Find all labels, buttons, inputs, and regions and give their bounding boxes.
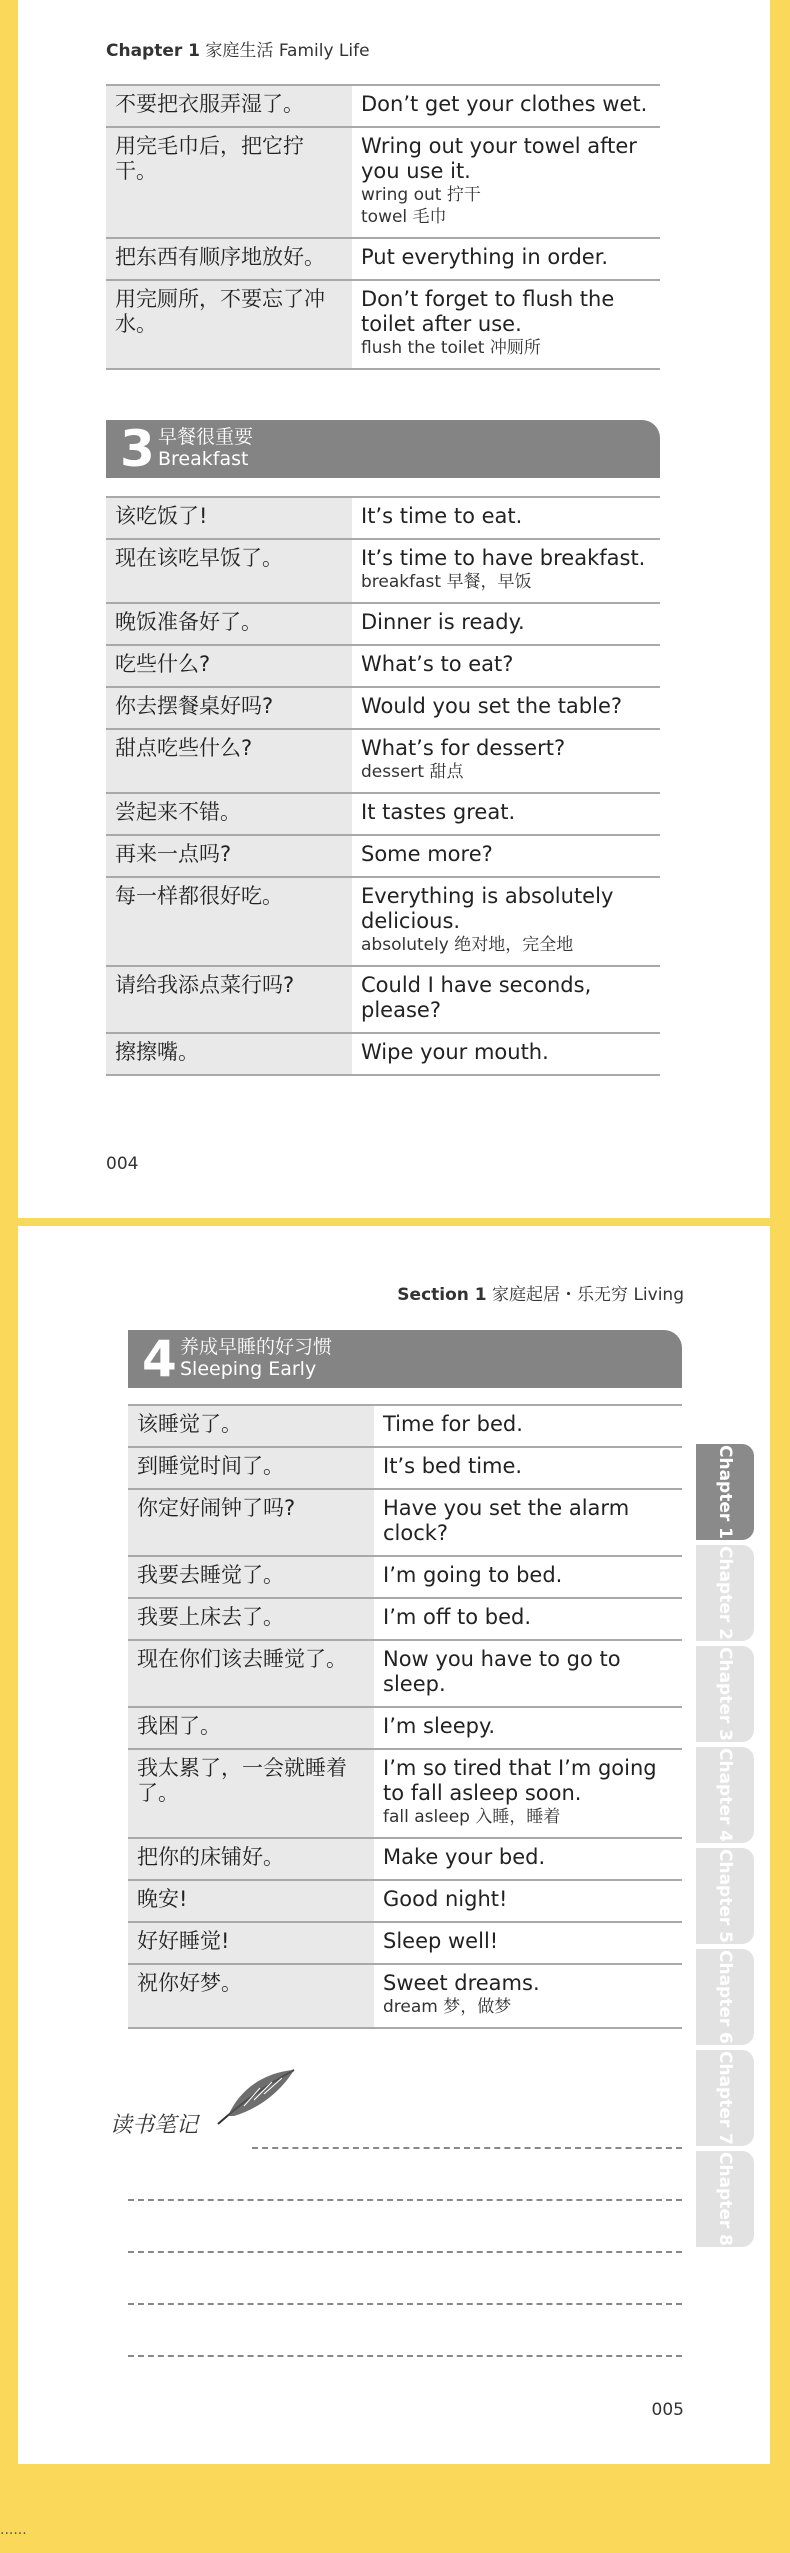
phrase-row <box>106 645 660 687</box>
phrase-chinese: 用完厕所，不要忘了冲水。 <box>106 280 352 369</box>
chapter-tab-label: Chapter 1 <box>715 1444 735 1540</box>
phrase-english-cell <box>374 1405 682 1447</box>
phrase-english-cell <box>352 793 660 835</box>
feather-quill-icon <box>214 2066 300 2128</box>
phrase-row <box>106 1033 660 1075</box>
vocab-note: towel 毛巾 <box>361 207 447 227</box>
chapter-tab-label: Chapter 4 <box>715 1747 735 1843</box>
section-number: 3 <box>120 420 155 478</box>
phrase-english: What’s for dessert? <box>361 736 566 760</box>
vocab-note: fall asleep 入睡，睡着 <box>383 1807 561 1827</box>
phrase-row <box>106 877 660 966</box>
phrase-english-cell <box>352 85 660 127</box>
chapter-tab-label: Chapter 2 <box>715 1545 735 1641</box>
phrase-english: What’s to eat? <box>361 652 514 676</box>
vocab-note: dessert 甜点 <box>361 762 464 782</box>
phrase-english-cell <box>374 1922 682 1964</box>
phrase-chinese: 每一样都很好吃。 <box>106 877 352 966</box>
phrase-english-cell <box>352 877 660 966</box>
section-number: 4 <box>142 1330 177 1388</box>
phrase-english: Could I have seconds, please? <box>361 973 592 1022</box>
phrase-english-cell <box>374 1707 682 1749</box>
chapter-tab-3[interactable] <box>696 1646 754 1742</box>
running-head <box>397 1280 684 1305</box>
chapter-tab-5[interactable] <box>696 1848 754 1944</box>
phrase-english: Sweet dreams. <box>383 1971 540 1995</box>
phrase-chinese: 你去摆餐桌好吗? <box>106 687 352 729</box>
phrase-english-cell <box>352 966 660 1033</box>
phrase-chinese: 我要去睡觉了。 <box>128 1556 374 1598</box>
phrase-english-cell <box>374 1489 682 1556</box>
phrase-english: It tastes great. <box>361 800 516 824</box>
chapter-tab-2[interactable] <box>696 1545 754 1641</box>
phrase-english: Dinner is ready. <box>361 610 525 634</box>
phrase-row <box>128 1922 682 1964</box>
phrase-chinese: 祝你好梦。 <box>128 1964 374 2028</box>
phrase-english: I’m off to bed. <box>383 1605 532 1629</box>
phrase-english-cell <box>352 280 660 369</box>
phrase-english: Good night! <box>383 1887 508 1911</box>
note-line <box>128 2251 682 2253</box>
phrase-english: Sleep well! <box>383 1929 499 1953</box>
vocab-note: wring out 拧干 <box>361 185 481 205</box>
phrase-chinese: 把你的床铺好。 <box>128 1838 374 1880</box>
chapter-tab-7[interactable] <box>696 2050 754 2146</box>
section-title-en: Breakfast <box>158 448 249 470</box>
running-head-title: 家庭起居・乐无穷 Living <box>492 1285 684 1305</box>
phrase-english-cell <box>352 729 660 793</box>
phrase-english: Time for bed. <box>383 1412 523 1436</box>
phrase-english-cell <box>352 645 660 687</box>
phrase-english: Wring out your towel after you use it. <box>361 134 637 183</box>
reading-notes-label: 读书笔记 <box>110 2113 199 2138</box>
phrase-english: Some more? <box>361 842 493 866</box>
phrase-english: It’s time to eat. <box>361 504 523 528</box>
phrase-english-cell <box>374 1749 682 1838</box>
page-004 <box>18 0 770 1218</box>
chapter-tab-label: Chapter 6 <box>715 1949 735 2045</box>
phrase-english: It’s bed time. <box>383 1454 523 1478</box>
chapter-tab-label: Chapter 5 <box>715 1848 735 1944</box>
phrase-row <box>128 1880 682 1922</box>
phrase-row <box>106 497 660 539</box>
phrase-chinese: 我太累了，一会就睡着了。 <box>128 1749 374 1838</box>
phrase-english-cell <box>352 835 660 877</box>
phrase-row <box>128 1964 682 2028</box>
chapter-tab-label: Chapter 7 <box>715 2050 735 2146</box>
phrase-row <box>106 603 660 645</box>
note-line <box>128 2355 682 2357</box>
phrase-english-cell <box>352 1033 660 1075</box>
running-head <box>106 36 370 61</box>
phrase-chinese: 用完毛巾后，把它拧干。 <box>106 127 352 238</box>
phrase-english: It’s time to have breakfast. <box>361 546 646 570</box>
phrase-row <box>106 539 660 603</box>
phrase-chinese: 把东西有顺序地放好。 <box>106 238 352 280</box>
phrase-row <box>106 85 660 127</box>
phrase-row <box>128 1556 682 1598</box>
phrase-english-cell <box>374 1838 682 1880</box>
phrase-chinese: 晚安! <box>128 1880 374 1922</box>
phrase-english-cell <box>374 1640 682 1707</box>
chapter-tabs <box>696 1444 758 2252</box>
page-number: 005 <box>651 2400 684 2420</box>
phrase-english: Now you have to go to sleep. <box>383 1647 621 1696</box>
phrase-english-cell <box>374 1964 682 2028</box>
phrase-row <box>128 1749 682 1838</box>
phrase-english: Put everything in order. <box>361 245 609 269</box>
phrase-row <box>106 729 660 793</box>
phrase-chinese: 不要把衣服弄湿了。 <box>106 85 352 127</box>
page-number: 004 <box>106 1154 139 1174</box>
phrase-row <box>106 238 660 280</box>
phrase-chinese: 好好睡觉! <box>128 1922 374 1964</box>
phrase-chinese: 尝起来不错。 <box>106 793 352 835</box>
section-header-sleeping-early <box>128 1330 682 1388</box>
running-head-section: Section 1 <box>397 1285 487 1305</box>
vocab-note: breakfast 早餐，早饭 <box>361 572 532 592</box>
phrase-english: Make your bed. <box>383 1845 546 1869</box>
phrase-row <box>106 127 660 238</box>
phrase-english-cell <box>352 603 660 645</box>
note-line <box>128 2199 682 2201</box>
phrase-english-cell <box>352 127 660 238</box>
running-head-title: 家庭生活 Family Life <box>205 41 370 61</box>
phrase-chinese: 甜点吃些什么? <box>106 729 352 793</box>
phrase-english: Wipe your mouth. <box>361 1040 549 1064</box>
phrase-english-cell <box>352 238 660 280</box>
phrase-row <box>106 687 660 729</box>
phrase-english-cell <box>352 687 660 729</box>
phrase-english: Would you set the table? <box>361 694 623 718</box>
phrase-chinese: 现在该吃早饭了。 <box>106 539 352 603</box>
phrase-row <box>128 1405 682 1447</box>
phrase-english-cell <box>374 1880 682 1922</box>
phrase-table-breakfast <box>106 496 660 1076</box>
phrase-english: Everything is absolutely delicious. <box>361 884 614 933</box>
section-title-zh: 早餐很重要 <box>158 426 254 448</box>
phrase-english-cell <box>374 1556 682 1598</box>
phrase-row <box>106 280 660 369</box>
phrase-row <box>128 1838 682 1880</box>
phrase-english-cell <box>374 1598 682 1640</box>
chapter-tab-1[interactable] <box>696 1444 754 1540</box>
chapter-tab-8[interactable] <box>696 2151 754 2247</box>
running-head-chapter: Chapter 1 <box>106 41 201 61</box>
chapter-tab-4[interactable] <box>696 1747 754 1843</box>
phrase-chinese: 擦擦嘴。 <box>106 1033 352 1075</box>
phrase-english: I’m going to bed. <box>383 1563 563 1587</box>
phrase-chinese: 再来一点吗? <box>106 835 352 877</box>
phrase-row <box>128 1598 682 1640</box>
vocab-note: flush the toilet 冲厕所 <box>361 338 541 358</box>
phrase-english: Have you set the alarm clock? <box>383 1496 630 1545</box>
vocab-note: dream 梦，做梦 <box>383 1997 512 2017</box>
phrase-chinese: 你定好闹钟了吗? <box>128 1489 374 1556</box>
phrase-english: Don’t forget to flush the toilet after use. <box>361 287 615 336</box>
chapter-tab-6[interactable] <box>696 1949 754 2045</box>
section-header-breakfast <box>106 420 660 478</box>
phrase-row <box>106 835 660 877</box>
phrase-row <box>128 1707 682 1749</box>
phrase-chinese: 我困了。 <box>128 1707 374 1749</box>
vocab-note: absolutely 绝对地，完全地 <box>361 935 574 955</box>
phrase-row <box>106 793 660 835</box>
phrase-row <box>128 1489 682 1556</box>
note-line <box>128 2303 682 2305</box>
phrase-chinese: 该睡觉了。 <box>128 1405 374 1447</box>
phrase-english-cell <box>352 539 660 603</box>
phrase-chinese: 现在你们该去睡觉了。 <box>128 1640 374 1707</box>
phrase-row <box>128 1640 682 1707</box>
section-title-zh: 养成早睡的好习惯 <box>180 1336 333 1358</box>
note-line <box>252 2147 682 2149</box>
phrase-chinese: 吃些什么? <box>106 645 352 687</box>
section-title-en: Sleeping Early <box>180 1358 317 1380</box>
phrase-chinese: 晚饭准备好了。 <box>106 603 352 645</box>
chapter-tab-label: Chapter 3 <box>715 1646 735 1742</box>
phrase-row <box>106 966 660 1033</box>
phrase-english-cell <box>374 1447 682 1489</box>
phrase-table-sleeping-early <box>128 1404 682 2029</box>
phrase-chinese: 该吃饭了! <box>106 497 352 539</box>
phrase-english-cell <box>352 497 660 539</box>
phrase-row <box>128 1447 682 1489</box>
phrase-table-continued <box>106 84 660 370</box>
chapter-tab-label: Chapter 8 <box>715 2151 735 2247</box>
phrase-english: Don’t get your clothes wet. <box>361 92 648 116</box>
phrase-english: I’m so tired that I’m going to fall asleep soon. <box>383 1756 657 1805</box>
page-005 <box>18 1226 770 2464</box>
phrase-chinese: 请给我添点菜行吗? <box>106 966 352 1033</box>
phrase-english: I’m sleepy. <box>383 1714 496 1738</box>
footer-dots: ...... <box>0 2522 27 2538</box>
phrase-chinese: 我要上床去了。 <box>128 1598 374 1640</box>
phrase-chinese: 到睡觉时间了。 <box>128 1447 374 1489</box>
